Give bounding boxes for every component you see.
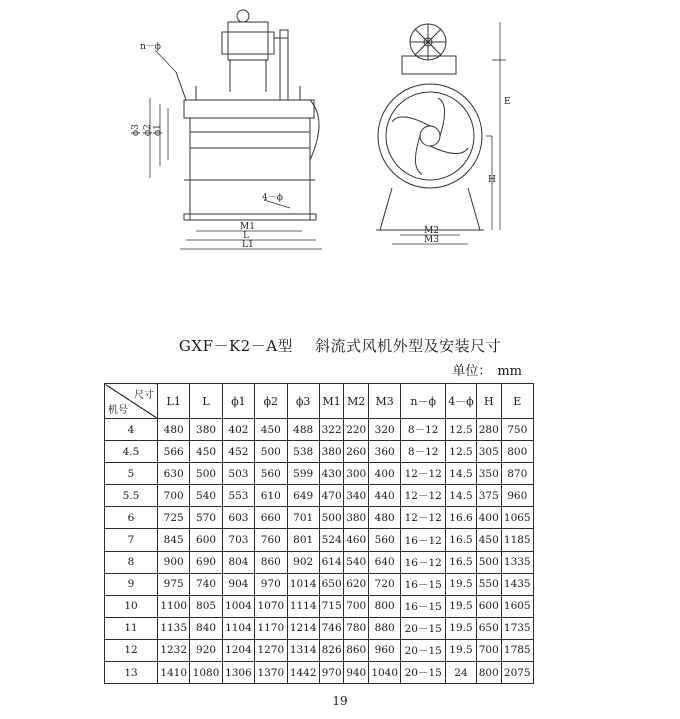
- table-cell: 320: [369, 419, 401, 441]
- table-cell: 1335: [501, 551, 533, 573]
- column-header: ϕ3: [287, 384, 319, 419]
- corner-header: [105, 384, 158, 419]
- table-row: [105, 639, 534, 661]
- title-text: 斜流式风机外型及安装尺寸: [315, 337, 502, 355]
- column-header: H: [476, 384, 501, 419]
- dimension-table: [104, 383, 534, 684]
- table-cell: 750: [501, 419, 533, 441]
- table-cell: 260: [344, 441, 369, 463]
- corner-bottom-label: 机号: [108, 405, 128, 416]
- table-cell: 620: [344, 573, 369, 595]
- table-cell: 960: [501, 485, 533, 507]
- table-cell: 1605: [501, 595, 533, 617]
- table-header-row: [105, 384, 534, 419]
- table-cell: 780: [344, 617, 369, 639]
- table-cell: 700: [344, 595, 369, 617]
- table-cell: 12－12: [401, 485, 446, 507]
- table-cell: 1114: [287, 595, 319, 617]
- machine-number-cell: 4: [105, 419, 158, 441]
- table-cell: 220: [344, 419, 369, 441]
- table-cell: 800: [501, 441, 533, 463]
- table-cell: 1314: [287, 639, 319, 661]
- table-cell: 440: [369, 485, 401, 507]
- machine-number-cell: 13: [105, 662, 158, 684]
- table-cell: 540: [190, 485, 222, 507]
- table-cell: 16.6: [446, 507, 477, 529]
- table-cell: 603: [222, 507, 254, 529]
- model-name: GXF－K2－A型: [178, 337, 294, 355]
- table-row: [105, 529, 534, 551]
- table-cell: 500: [319, 507, 344, 529]
- table-cell: 1104: [222, 617, 254, 639]
- table-cell: 1040: [369, 662, 401, 684]
- table-cell: 452: [222, 441, 254, 463]
- table-cell: 380: [190, 419, 222, 441]
- table-cell: 614: [319, 551, 344, 573]
- table-cell: 660: [255, 507, 287, 529]
- machine-number-cell: 9: [105, 573, 158, 595]
- machine-number-cell: 8: [105, 551, 158, 573]
- table-cell: 553: [222, 485, 254, 507]
- table-cell: 960: [369, 639, 401, 661]
- table-cell: 300: [344, 463, 369, 485]
- table-cell: 375: [476, 485, 501, 507]
- column-header: L1: [158, 384, 190, 419]
- label-H: H: [488, 175, 496, 185]
- table-cell: 740: [190, 573, 222, 595]
- table-cell: 20－15: [401, 662, 446, 684]
- table-row: [105, 595, 534, 617]
- table-cell: 920: [190, 639, 222, 661]
- column-header: n－ϕ: [401, 384, 446, 419]
- unit-value: mm: [497, 364, 522, 379]
- table-cell: 16.5: [446, 551, 477, 573]
- label-M3: M3: [424, 235, 439, 245]
- front-view-dimension-lines: [392, 22, 506, 244]
- table-cell: 700: [158, 485, 190, 507]
- table-cell: 1170: [255, 617, 287, 639]
- table-cell: 804: [222, 551, 254, 573]
- table-cell: 940: [344, 662, 369, 684]
- table-cell: 2075: [501, 662, 533, 684]
- table-cell: 860: [255, 551, 287, 573]
- table-row: [105, 662, 534, 684]
- table-cell: 1735: [501, 617, 533, 639]
- table-cell: 1070: [255, 595, 287, 617]
- table-cell: 746: [319, 617, 344, 639]
- table-cell: 350: [476, 463, 501, 485]
- table-cell: 1100: [158, 595, 190, 617]
- table-cell: 500: [476, 551, 501, 573]
- table-cell: 599: [287, 463, 319, 485]
- machine-number-cell: 11: [105, 617, 158, 639]
- table-cell: 690: [190, 551, 222, 573]
- table-cell: 760: [255, 529, 287, 551]
- table-cell: 360: [369, 441, 401, 463]
- column-header: L: [190, 384, 222, 419]
- table-cell: 450: [476, 529, 501, 551]
- table-cell: 1080: [190, 662, 222, 684]
- page-title: [0, 335, 680, 356]
- table-cell: 19.5: [446, 639, 477, 661]
- table-cell: 880: [369, 617, 401, 639]
- table-cell: 16－12: [401, 551, 446, 573]
- table-cell: 488: [287, 419, 319, 441]
- table-cell: 480: [158, 419, 190, 441]
- table-row: [105, 419, 534, 441]
- table-cell: 19.5: [446, 617, 477, 639]
- machine-number-cell: 6: [105, 507, 158, 529]
- table-cell: 826: [319, 639, 344, 661]
- machine-number-cell: 7: [105, 529, 158, 551]
- table-cell: 20－15: [401, 617, 446, 639]
- label-phi1: ϕ1: [153, 124, 163, 136]
- table-cell: 902: [287, 551, 319, 573]
- table-cell: 630: [158, 463, 190, 485]
- table-cell: 1185: [501, 529, 533, 551]
- table-cell: 305: [476, 441, 501, 463]
- table-cell: 538: [287, 441, 319, 463]
- table-cell: 500: [255, 441, 287, 463]
- corner-top-label: 尺寸: [134, 390, 154, 401]
- column-header: ϕ2: [255, 384, 287, 419]
- table-cell: 900: [158, 551, 190, 573]
- table-row: [105, 441, 534, 463]
- column-header: M3: [369, 384, 401, 419]
- table-cell: 12.5: [446, 419, 477, 441]
- table-cell: 400: [476, 507, 501, 529]
- table-cell: 503: [222, 463, 254, 485]
- table-cell: 1135: [158, 617, 190, 639]
- table-cell: 566: [158, 441, 190, 463]
- table-row: [105, 507, 534, 529]
- table-cell: 600: [190, 529, 222, 551]
- table-cell: 8－12: [401, 419, 446, 441]
- table-row: [105, 617, 534, 639]
- table-cell: 8－12: [401, 441, 446, 463]
- table-cell: 470: [319, 485, 344, 507]
- table-cell: 860: [344, 639, 369, 661]
- table-cell: 1214: [287, 617, 319, 639]
- column-header: ϕ1: [222, 384, 254, 419]
- side-view-dimension-lines: [150, 50, 322, 249]
- table-cell: 801: [287, 529, 319, 551]
- table-cell: 430: [319, 463, 344, 485]
- table-cell: 610: [255, 485, 287, 507]
- column-header: M2: [344, 384, 369, 419]
- table-cell: 12－12: [401, 463, 446, 485]
- table-cell: 701: [287, 507, 319, 529]
- table-cell: 460: [344, 529, 369, 551]
- table-cell: 970: [255, 573, 287, 595]
- machine-number-cell: 5.5: [105, 485, 158, 507]
- table-cell: 500: [190, 463, 222, 485]
- table-cell: 402: [222, 419, 254, 441]
- table-cell: 560: [369, 529, 401, 551]
- table-cell: 1065: [501, 507, 533, 529]
- table-cell: 800: [369, 595, 401, 617]
- table-cell: 14.5: [446, 485, 477, 507]
- table-cell: 340: [344, 485, 369, 507]
- table-cell: 870: [501, 463, 533, 485]
- table-cell: 640: [369, 551, 401, 573]
- table-row: [105, 573, 534, 595]
- table-cell: 1232: [158, 639, 190, 661]
- table-cell: 380: [344, 507, 369, 529]
- table-row: [105, 551, 534, 573]
- table-cell: 380: [319, 441, 344, 463]
- table-cell: 1004: [222, 595, 254, 617]
- table-cell: 970: [319, 662, 344, 684]
- table-cell: 12－12: [401, 507, 446, 529]
- side-view-motor: [222, 10, 288, 100]
- label-phi2: ϕ2: [143, 124, 153, 136]
- machine-number-cell: 10: [105, 595, 158, 617]
- table-cell: 725: [158, 507, 190, 529]
- table-row: [105, 485, 534, 507]
- column-header: E: [501, 384, 533, 419]
- table-cell: 16.5: [446, 529, 477, 551]
- label-E: E: [504, 97, 511, 107]
- machine-number-cell: 4.5: [105, 441, 158, 463]
- label-n-phi: n－ϕ: [140, 42, 161, 52]
- label-M2: M2: [424, 226, 439, 236]
- table-cell: 720: [369, 573, 401, 595]
- table-cell: 1442: [287, 662, 319, 684]
- table-cell: 1306: [222, 662, 254, 684]
- page-number: 19: [332, 694, 348, 708]
- table-cell: 20－15: [401, 639, 446, 661]
- table-cell: 450: [255, 419, 287, 441]
- table-cell: 1435: [501, 573, 533, 595]
- table-cell: 280: [476, 419, 501, 441]
- table-cell: 1204: [222, 639, 254, 661]
- table-cell: 805: [190, 595, 222, 617]
- table-cell: 14.5: [446, 463, 477, 485]
- table-cell: 12.5: [446, 441, 477, 463]
- table-cell: 19.5: [446, 595, 477, 617]
- table-cell: 400: [369, 463, 401, 485]
- table-cell: 1014: [287, 573, 319, 595]
- unit-note: [446, 360, 522, 379]
- table-cell: 16－15: [401, 595, 446, 617]
- table-cell: 16－12: [401, 529, 446, 551]
- table-cell: 975: [158, 573, 190, 595]
- table-cell: 845: [158, 529, 190, 551]
- table-body: [105, 419, 534, 684]
- column-header: M1: [319, 384, 344, 419]
- table-cell: 904: [222, 573, 254, 595]
- label-M1: M1: [240, 222, 255, 232]
- table-cell: 24: [446, 662, 477, 684]
- label-phi3: ϕ3: [131, 124, 141, 136]
- table-cell: 19.5: [446, 573, 477, 595]
- table-cell: 560: [255, 463, 287, 485]
- table-cell: 550: [476, 573, 501, 595]
- machine-number-cell: 5: [105, 463, 158, 485]
- fan-technical-drawing: [0, 0, 680, 300]
- table-cell: 524: [319, 529, 344, 551]
- table-cell: 649: [287, 485, 319, 507]
- table-row: [105, 463, 534, 485]
- table-cell: 700: [476, 639, 501, 661]
- table-cell: 650: [319, 573, 344, 595]
- table-cell: 540: [344, 551, 369, 573]
- side-view-fan-body: [176, 72, 319, 220]
- table-cell: 480: [369, 507, 401, 529]
- label-4-phi: 4－ϕ: [262, 193, 283, 203]
- table-cell: 450: [190, 441, 222, 463]
- table-cell: 16－15: [401, 573, 446, 595]
- table-cell: 1785: [501, 639, 533, 661]
- label-L: L: [243, 231, 249, 241]
- table-cell: 322: [319, 419, 344, 441]
- table-cell: 715: [319, 595, 344, 617]
- table-cell: 840: [190, 617, 222, 639]
- table-cell: 1270: [255, 639, 287, 661]
- column-header: 4－ϕ: [446, 384, 477, 419]
- machine-number-cell: 12: [105, 639, 158, 661]
- table-cell: 1410: [158, 662, 190, 684]
- label-L1: L1: [242, 240, 254, 250]
- table-cell: 1370: [255, 662, 287, 684]
- table-cell: 650: [476, 617, 501, 639]
- table-cell: 570: [190, 507, 222, 529]
- front-view: [376, 24, 484, 230]
- unit-label: 单位：: [452, 364, 492, 379]
- table-cell: 703: [222, 529, 254, 551]
- table-cell: 800: [476, 662, 501, 684]
- table-cell: 600: [476, 595, 501, 617]
